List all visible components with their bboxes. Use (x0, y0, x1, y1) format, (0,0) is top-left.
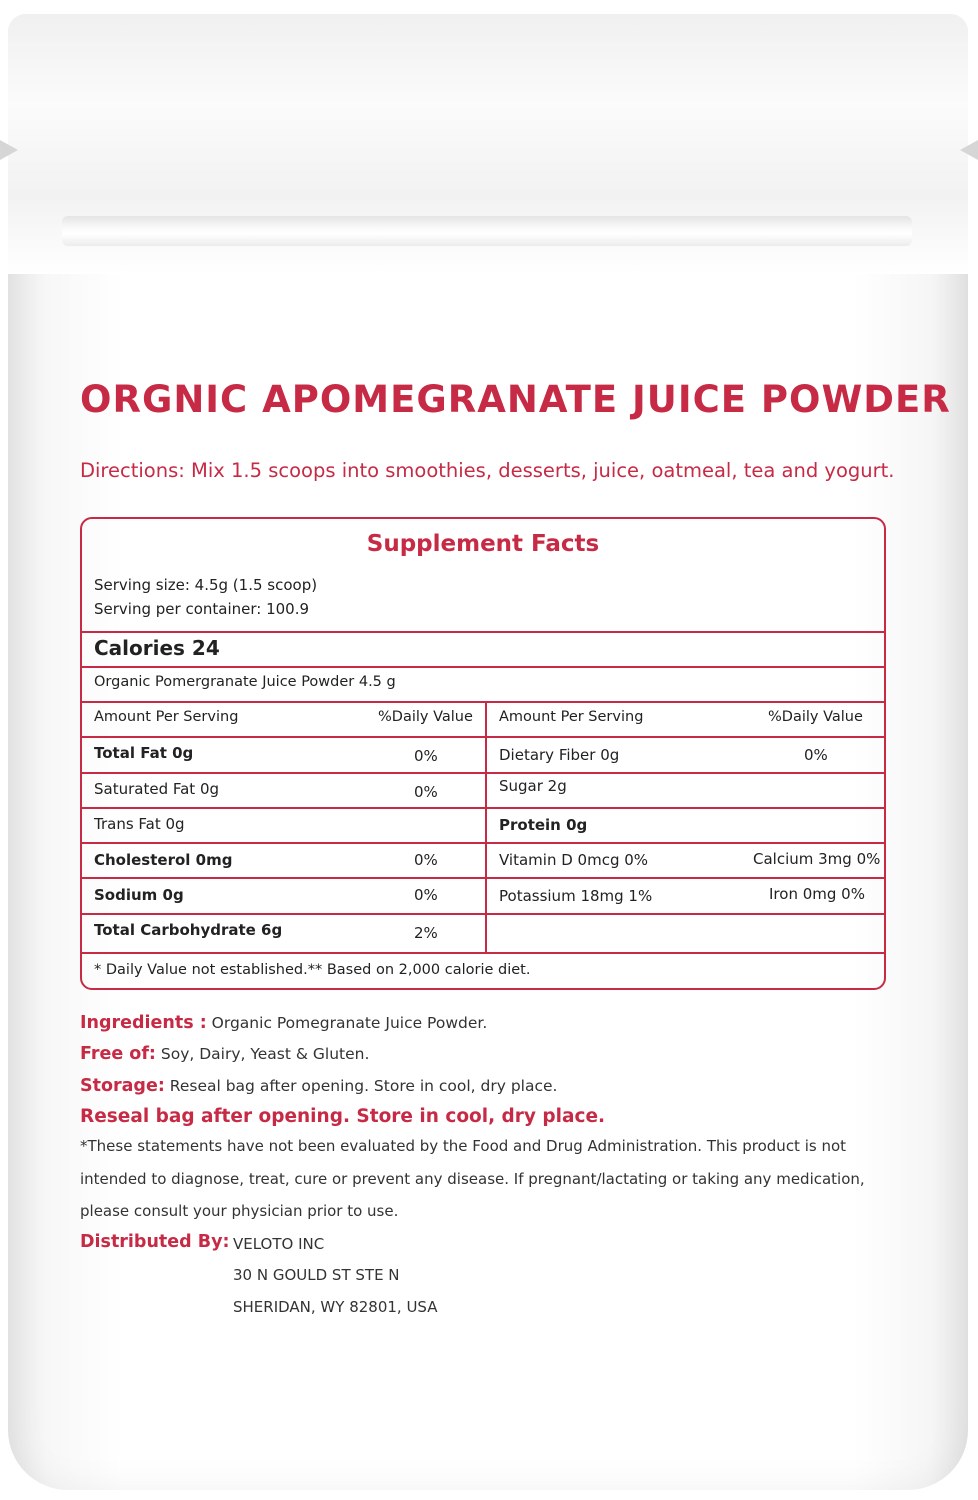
divider (82, 666, 884, 668)
nutrient-name: Total Fat 0g (94, 744, 194, 762)
divider (82, 772, 884, 774)
divider (82, 631, 884, 633)
nutrient-name: Dietary Fiber 0g (499, 746, 620, 764)
nutrient-dv: 0% (804, 746, 828, 764)
distributor-name: VELOTO INC (233, 1235, 325, 1253)
disclaimer-line: please consult your physician prior to use. (80, 1202, 399, 1220)
storage-text: Reseal bag after opening. Store in cool, dry place. (169, 1077, 558, 1095)
distributor-label: Distributed By: (80, 1232, 230, 1252)
facts-footnote: * Daily Value not established.** Based on 2,000 calorie diet. (94, 962, 531, 978)
divider (82, 842, 884, 844)
distributor-city: SHERIDAN, WY 82801, USA (233, 1298, 438, 1316)
nutrient-dv: 0% (414, 747, 438, 765)
nutrient-name: Cholesterol 0mg (94, 851, 233, 869)
directions-text: Directions: Mix 1.5 scoops into smoothies, desserts, juice, oatmeal, tea and yogurt. (80, 459, 895, 482)
supplement-facts-panel (80, 517, 886, 990)
ingredients-label: Ingredients : (80, 1013, 207, 1033)
nutrient-dv: 0% (414, 851, 438, 869)
distributor-label-line (80, 1232, 230, 1252)
zipper-seal (62, 216, 912, 246)
nutrient-name: Sodium 0g (94, 886, 184, 904)
divider (82, 701, 884, 703)
free-of-label: Free of: (80, 1044, 156, 1064)
divider (82, 952, 884, 954)
nutrient-name: Protein 0g (499, 816, 588, 834)
nutrient-dv: 0% (414, 886, 438, 904)
tear-notch-right (960, 140, 978, 160)
nutrient-extra: Calcium 3mg 0% (753, 850, 881, 868)
serving-size: Serving size: 4.5g (1.5 scoop) (94, 576, 318, 594)
nutrient-name: Trans Fat 0g (94, 815, 185, 833)
nutrient-name: Potassium 18mg 1% (499, 887, 653, 905)
nutrient-name: Vitamin D 0mcg 0% (499, 851, 649, 869)
right-amount-header: Amount Per Serving (499, 709, 644, 725)
distributor-address: 30 N GOULD ST STE N (233, 1266, 400, 1284)
right-dv-header: %Daily Value (768, 709, 863, 725)
disclaimer-line: intended to diagnose, treat, cure or prevent any disease. If pregnant/lactating or taking any medication, (80, 1170, 865, 1188)
free-of-text: Soy, Dairy, Yeast & Gluten. (160, 1045, 370, 1063)
nutrient-name: Sugar 2g (499, 777, 567, 795)
divider (82, 736, 884, 738)
nutrient-dv: 2% (414, 924, 438, 942)
storage-line (80, 1076, 557, 1096)
divider (82, 913, 884, 915)
free-of-line (80, 1044, 369, 1064)
nutrient-name: Saturated Fat 0g (94, 780, 220, 798)
facts-heading: Supplement Facts (366, 531, 600, 557)
calories: Calories 24 (94, 636, 220, 660)
ingredients-line (80, 1013, 487, 1033)
tear-notch-left (0, 140, 18, 160)
divider (82, 877, 884, 879)
nutrient-extra: Iron 0mg 0% (769, 885, 865, 903)
ingredients-text: Organic Pomegranate Juice Powder. (211, 1014, 488, 1032)
left-dv-header: %Daily Value (378, 709, 473, 725)
product-title: ORGNIC APOMEGRANATE JUICE POWDER (80, 378, 951, 421)
nutrient-name: Total Carbohydrate 6g (94, 921, 283, 939)
left-amount-header: Amount Per Serving (94, 709, 239, 725)
ingredient-line: Organic Pomergranate Juice Powder 4.5 g (94, 674, 396, 690)
serving-per-container: Serving per container: 100.9 (94, 600, 310, 618)
storage-label: Storage: (80, 1076, 165, 1096)
reseal-notice: Reseal bag after opening. Store in cool, dry place. (80, 1106, 606, 1127)
divider (82, 807, 884, 809)
nutrient-dv: 0% (414, 783, 438, 801)
disclaimer-line: *These statements have not been evaluated by the Food and Drug Administration. This product is not (80, 1137, 847, 1155)
